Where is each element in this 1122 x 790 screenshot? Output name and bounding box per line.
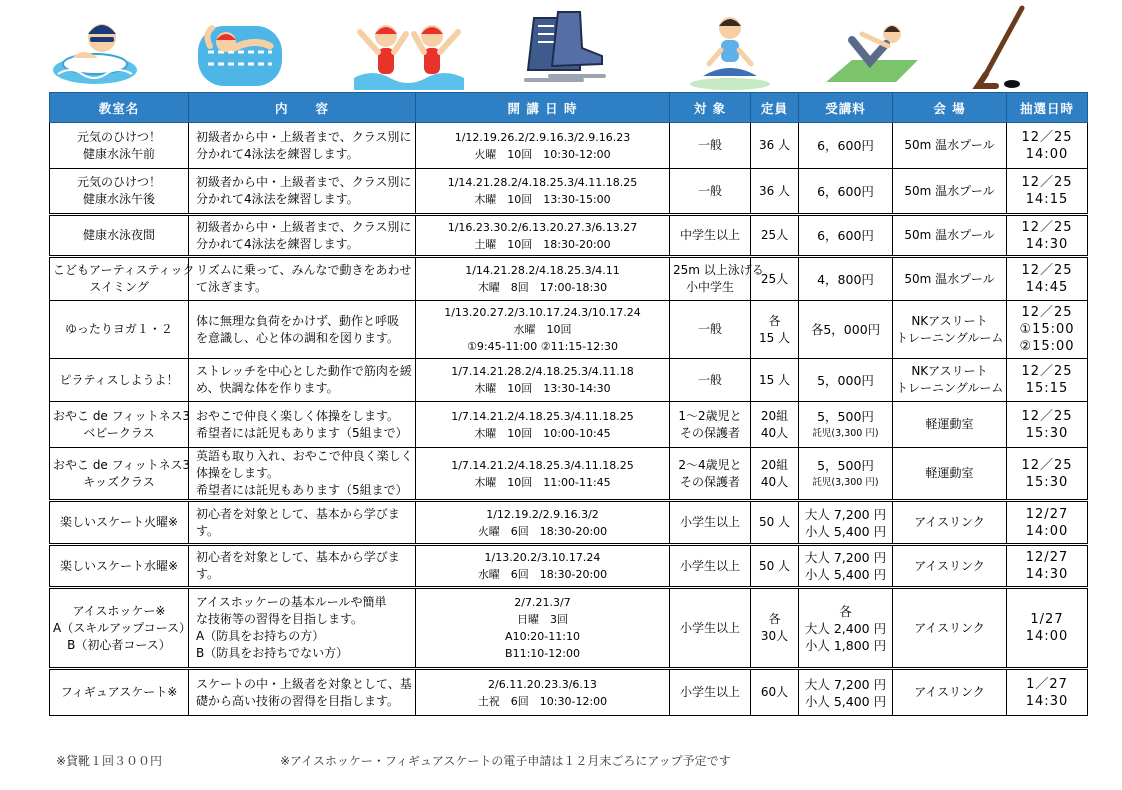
- target-text: その保護者: [679, 425, 740, 440]
- cell-lottery: [1007, 215, 1088, 257]
- fee-text: 各5，000円: [810, 322, 881, 337]
- schedule-text: 1/14.21.28.2/4.18.25.3/4.11: [465, 264, 620, 277]
- target-text: 一般: [697, 322, 722, 336]
- name-text: ゆったりヨガ１・２: [65, 322, 173, 336]
- name-text: 楽しいスケート水曜※: [59, 558, 179, 573]
- name-text: ベビークラス: [83, 425, 155, 440]
- fee-text: 託児(3,300 円): [812, 427, 879, 439]
- cell-content: [189, 448, 416, 501]
- schedule-text: 2/6.11.20.23.3/6.13: [488, 677, 597, 691]
- venue-text: アイスリンク: [914, 685, 985, 699]
- cell-target: [670, 257, 764, 301]
- schedule-text: 木曜 10回 13:30-15:00: [474, 193, 611, 206]
- fee-text: 小人 5,400 円: [804, 567, 887, 582]
- cell-schedule: [416, 301, 670, 359]
- cell-fee: [799, 588, 893, 669]
- fee-text: 小人 5,400 円: [804, 523, 887, 539]
- activity-illustrations: [0, 0, 1122, 92]
- cell-schedule: [416, 215, 670, 257]
- schedule-text: 1/14.21.28.2/4.18.25.3/4.11.18.25: [447, 176, 638, 189]
- cell-content: [189, 359, 416, 402]
- fee-text: 託児(3,300 円): [812, 476, 879, 488]
- capacity-text: 50 人: [758, 515, 791, 529]
- lottery-text: 14:30: [1025, 693, 1069, 709]
- ice-skates-icon: [520, 4, 610, 90]
- capacity-text: 50 人: [758, 558, 791, 573]
- cell-content: [189, 402, 416, 448]
- cell-lottery: [1007, 301, 1088, 359]
- fee-text: 6，600円: [817, 183, 874, 199]
- cell-lottery: [1007, 123, 1088, 169]
- schedule-text: 1/13.20.27.2/3.10.17.24.3/10.17.24: [444, 306, 641, 319]
- cell-lottery: [1007, 359, 1088, 402]
- venue-text: トレーニングルーム: [896, 330, 1004, 345]
- table-row: [50, 123, 1088, 169]
- content-text: B（防具をお持ちでない方）: [196, 646, 349, 660]
- content-text: な技術等の習得を目指します。: [196, 612, 364, 626]
- venue-text: 軽運動室: [925, 417, 974, 431]
- cell-venue: [893, 169, 1007, 215]
- yoga-icon: [685, 4, 775, 90]
- fee-text: 6，600円: [817, 228, 874, 243]
- venue-text: 50m 温水プール: [904, 183, 995, 198]
- schedule-text: 2/7.21.3/7: [514, 596, 571, 609]
- cell-schedule: [416, 359, 670, 402]
- fee-text: 小人 1,800 円: [804, 637, 887, 653]
- header-schedule: 開 講 日 時: [416, 93, 670, 123]
- lottery-text: 12／25: [1021, 263, 1073, 278]
- cell-capacity: [751, 359, 799, 402]
- lottery-text: 1/27: [1030, 612, 1064, 627]
- schedule-text: 1/7.14.21.2/4.18.25.3/4.11.18.25: [451, 409, 634, 423]
- cell-content: [189, 215, 416, 257]
- venue-text: 50m 温水プール: [904, 271, 995, 286]
- fee-text: 各: [839, 603, 852, 619]
- content-text: ストレッチを中心とした動作で筋肉を緩: [196, 364, 412, 378]
- cell-content: [189, 301, 416, 359]
- cell-venue: [893, 402, 1007, 448]
- cell-fee: [799, 402, 893, 448]
- cell-capacity: [751, 501, 799, 545]
- cell-schedule: [416, 257, 670, 301]
- content-text: 分かれて4泳法を練習します。: [196, 236, 359, 251]
- cell-capacity: [751, 402, 799, 448]
- lottery-text: 15:15: [1025, 381, 1069, 396]
- cell-name: [50, 215, 189, 257]
- schedule-text: 木曜 8回 17:00-18:30: [477, 281, 608, 294]
- content-text: を意識し、心と体の調和を図ります。: [196, 330, 400, 345]
- capacity-text: 15 人: [758, 372, 791, 387]
- cell-content: [189, 545, 416, 588]
- header-venue: 会 場: [893, 93, 1007, 123]
- table-row: [50, 169, 1088, 215]
- cell-fee: [799, 301, 893, 359]
- venue-text: 50m 温水プール: [904, 228, 995, 242]
- table-row: [50, 448, 1088, 501]
- fee-text: 5，500円: [817, 408, 874, 424]
- cell-fee: [799, 448, 893, 501]
- cell-venue: [893, 588, 1007, 669]
- capacity-text: 15 人: [758, 330, 791, 345]
- cell-name: [50, 402, 189, 448]
- table-row: [50, 545, 1088, 588]
- header-lottery: 抽選日時: [1007, 93, 1088, 123]
- lottery-text: 12／25: [1021, 129, 1073, 145]
- fee-text: 4，800円: [817, 271, 874, 287]
- target-text: 小学生以上: [679, 620, 740, 635]
- cell-target: [670, 448, 751, 501]
- schedule-text: 1/7.14.21.2/4.18.25.3/4.11.18.25: [451, 458, 634, 472]
- name-text: 健康水泳夜間: [82, 228, 155, 242]
- table-row: [50, 301, 1088, 359]
- table-row: [50, 257, 1088, 301]
- cell-target: [670, 169, 751, 215]
- cell-venue: [893, 669, 1007, 716]
- schedule-text: 火曜 6回 18:30-20:00: [477, 524, 608, 538]
- lottery-text: 15:30: [1025, 474, 1069, 490]
- cell-capacity: [751, 448, 799, 501]
- fee-text: 5，500円: [817, 457, 874, 473]
- lottery-text: ①15:00: [1019, 322, 1075, 337]
- cell-schedule: [416, 588, 670, 669]
- table-header-row: [50, 93, 1088, 123]
- venue-text: 50m 温水プール: [904, 138, 995, 152]
- cell-capacity: [751, 588, 799, 669]
- content-text: て泳ぎます。: [196, 280, 268, 294]
- content-text: リズムに乗って、みんなで動きをあわせ: [196, 263, 412, 277]
- cell-name: [50, 169, 189, 215]
- capacity-text: 36 人: [758, 138, 791, 152]
- lottery-text: 12／25: [1021, 408, 1073, 424]
- schedule-text: 木曜 10回 13:30-14:30: [474, 382, 611, 395]
- cell-schedule: [416, 669, 670, 716]
- footnote-shoe-rental: ※貸靴１回３００円: [56, 754, 163, 768]
- schedule-text: 火曜 10回 10:30-12:00: [474, 147, 611, 161]
- content-text: 英語も取り入れ、おやこで仲良く楽しく: [196, 449, 413, 463]
- name-text: B（初心者コース）: [67, 637, 171, 652]
- cell-name: [50, 301, 189, 359]
- name-text: A（スキルアップコース）: [53, 620, 192, 635]
- capacity-text: 25人: [760, 228, 789, 242]
- cell-name: [50, 669, 189, 716]
- cell-content: [189, 257, 416, 301]
- target-text: 1～2歳児と: [678, 408, 742, 423]
- cell-content: [189, 123, 416, 169]
- cell-capacity: [751, 301, 799, 359]
- capacity-text: 20組: [760, 408, 789, 423]
- fee-text: 小人 5,400 円: [804, 693, 887, 709]
- cell-fee: [799, 169, 893, 215]
- lottery-text: 14:00: [1025, 146, 1069, 162]
- cell-lottery: [1007, 448, 1088, 501]
- schedule-text: 土曜 10回 18:30-20:00: [474, 237, 611, 251]
- cell-target: [670, 501, 751, 545]
- table-row: [50, 402, 1088, 448]
- venue-text: アイスリンク: [914, 558, 985, 573]
- header-content: 内 容: [189, 93, 416, 123]
- name-text: 健康水泳午後: [82, 192, 155, 206]
- target-text: 小学生以上: [679, 515, 740, 529]
- cell-capacity: [751, 545, 799, 588]
- cell-fee: [799, 359, 893, 402]
- cell-target: [670, 215, 751, 257]
- cell-capacity: [751, 123, 799, 169]
- lottery-text: 14:45: [1025, 280, 1069, 295]
- cell-capacity: [751, 669, 799, 716]
- name-text: フィギュアスケート※: [60, 685, 178, 699]
- cell-target: [670, 669, 751, 716]
- cell-name: [50, 588, 192, 669]
- venue-text: 軽運動室: [925, 466, 974, 480]
- content-text: 体に無理な負荷をかけず、動作と呼吸: [196, 313, 400, 328]
- cell-target: [670, 301, 751, 359]
- content-text: アイスホッケーの基本ルールや簡単: [196, 595, 387, 609]
- swimming-lesson-icon: [190, 4, 290, 90]
- target-text: 小学生以上: [679, 558, 740, 573]
- cell-lottery: [1007, 588, 1088, 669]
- table-row: [50, 501, 1088, 545]
- schedule-text: 木曜 10回 10:00-10:45: [474, 426, 611, 440]
- cell-lottery: [1007, 545, 1088, 588]
- fee-text: 大人 7,200 円: [804, 676, 887, 692]
- cell-name: [50, 359, 189, 402]
- cell-target: [670, 545, 751, 588]
- content-text: スケートの中・上級者を対象として、基: [196, 676, 412, 691]
- cell-schedule: [416, 448, 670, 501]
- cell-lottery: [1007, 402, 1088, 448]
- content-text: 分かれて4泳法を練習します。: [196, 146, 359, 161]
- content-text: す。: [196, 523, 220, 538]
- schedule-text: B11:10-12:00: [505, 647, 580, 660]
- header-target: 対 象: [670, 93, 751, 123]
- lottery-text: 12／25: [1021, 364, 1073, 379]
- capacity-text: 30人: [760, 629, 789, 643]
- cell-schedule: [416, 402, 670, 448]
- target-text: 一般: [697, 372, 722, 387]
- target-text: その保護者: [679, 474, 740, 489]
- cell-fee: [799, 123, 893, 169]
- fee-text: 5，000円: [817, 372, 874, 388]
- name-text: アイスホッケー※: [72, 603, 166, 618]
- lottery-text: 14:30: [1025, 567, 1069, 582]
- cell-content: [189, 588, 416, 669]
- lottery-text: 12／25: [1021, 219, 1073, 235]
- cell-name: [50, 501, 189, 545]
- cell-schedule: [416, 169, 670, 215]
- target-text: 2～4歳児と: [678, 457, 742, 472]
- schedule-text: 1/12.19.2/2.9.16.3/2: [486, 507, 599, 521]
- artistic-swimmers-icon: [352, 4, 467, 90]
- schedule-text: 1/13.20.2/3.10.17.24: [484, 551, 601, 564]
- hockey-stick-icon: [972, 4, 1032, 90]
- lottery-text: 12／25: [1021, 175, 1073, 190]
- name-text: キッズクラス: [83, 474, 155, 489]
- cell-venue: [893, 301, 1007, 359]
- content-text: 分かれて4泳法を練習します。: [196, 192, 359, 206]
- name-text: 楽しいスケート火曜※: [59, 515, 179, 529]
- cell-venue: [893, 359, 1007, 402]
- cell-name: [50, 545, 189, 588]
- name-text: おやこ de フィットネス3: [53, 408, 191, 423]
- lottery-text: 14:00: [1025, 629, 1069, 644]
- content-text: め、快調な体を作ります。: [196, 381, 339, 395]
- table-row: [50, 669, 1088, 716]
- swimmer-icon: [50, 4, 140, 90]
- cell-venue: [893, 448, 1007, 501]
- target-text: 中学生以上: [679, 228, 740, 242]
- content-text: 希望者には託児もあります（5組まで）: [196, 483, 408, 497]
- cell-fee: [799, 257, 893, 301]
- capacity-text: 60人: [760, 685, 789, 699]
- target-text: 一般: [697, 138, 722, 152]
- schedule-text: 水曜 10回: [513, 323, 572, 336]
- class-schedule-table: [49, 92, 1088, 716]
- content-text: 初級者から中・上級者まで、クラス別に: [196, 129, 412, 144]
- target-text: 小学生以上: [679, 685, 740, 699]
- cell-fee: [799, 545, 893, 588]
- footnote-online-application: ※アイスホッケー・フィギュアスケートの電子申請は１２月末ごろにアップ予定です: [280, 754, 731, 768]
- cell-target: [670, 588, 751, 669]
- content-text: 体操をします。: [196, 466, 280, 480]
- cell-name: [50, 257, 195, 301]
- lottery-text: 15:30: [1025, 425, 1069, 441]
- lottery-text: 14:30: [1025, 236, 1069, 252]
- cell-target: [670, 359, 751, 402]
- schedule-text: 木曜 10回 11:00-11:45: [474, 475, 611, 489]
- capacity-text: 各: [768, 313, 781, 328]
- cell-venue: [893, 257, 1007, 301]
- venue-text: アイスリンク: [914, 620, 985, 635]
- capacity-text: 40人: [760, 425, 789, 440]
- cell-lottery: [1007, 501, 1088, 545]
- name-text: おやこ de フィットネス3: [53, 457, 191, 472]
- cell-schedule: [416, 501, 670, 545]
- schedule-text: 1/12.19.26.2/2.9.16.3/2.9.16.23: [454, 130, 631, 144]
- cell-schedule: [416, 123, 670, 169]
- lottery-text: 14:00: [1025, 523, 1069, 539]
- table-row: [50, 215, 1088, 257]
- content-text: す。: [196, 567, 220, 581]
- cell-lottery: [1007, 669, 1088, 716]
- capacity-text: 各: [768, 612, 781, 626]
- name-text: こどもアーティスティック: [53, 263, 195, 277]
- cell-fee: [799, 215, 893, 257]
- fee-text: 大人 2,400 円: [804, 620, 887, 636]
- content-text: 礎から高い技術の習得を目指します。: [196, 693, 400, 708]
- schedule-text: 土祝 6回 10:30-12:00: [477, 694, 608, 708]
- cell-name: [50, 123, 189, 169]
- cell-name: [50, 448, 189, 501]
- lottery-text: 1／27: [1026, 676, 1068, 692]
- fee-text: 大人 7,200 円: [804, 550, 887, 565]
- name-text: スイミング: [89, 280, 149, 294]
- cell-capacity: [751, 215, 799, 257]
- cell-target: [670, 402, 751, 448]
- schedule-text: 日曜 3回: [517, 613, 568, 626]
- capacity-text: 36 人: [758, 183, 791, 198]
- schedule-text: 1/16.23.30.2/6.13.20.27.3/6.13.27: [447, 220, 638, 234]
- venue-text: アイスリンク: [914, 515, 985, 529]
- header-class-name: 教室名: [50, 93, 189, 123]
- header-capacity: 定員: [751, 93, 799, 123]
- name-text: ピラティスしようよ！: [59, 372, 179, 387]
- fee-text: 大人 7,200 円: [804, 506, 887, 522]
- schedule-text: 水曜 6回 18:30-20:00: [477, 568, 608, 581]
- cell-schedule: [416, 545, 670, 588]
- lottery-text: 12/27: [1025, 550, 1069, 565]
- venue-text: トレーニングルーム: [896, 381, 1004, 395]
- venue-text: NKアスリート: [911, 313, 988, 328]
- content-text: 初級者から中・上級者まで、クラス別に: [196, 219, 412, 234]
- cell-content: [189, 669, 416, 716]
- table-row: [50, 588, 1088, 669]
- content-text: 希望者には託児もあります（5組まで）: [196, 425, 408, 440]
- cell-venue: [893, 501, 1007, 545]
- lottery-text: 12／25: [1021, 305, 1073, 320]
- header-fee: 受講料: [799, 93, 893, 123]
- target-text: 25m 以上泳げる: [673, 263, 764, 277]
- name-text: 健康水泳午前: [82, 146, 155, 161]
- content-text: A（防具をお持ちの方）: [196, 629, 325, 643]
- content-text: 初心者を対象として、基本から学びま: [196, 506, 400, 521]
- cell-content: [189, 501, 416, 545]
- cell-lottery: [1007, 257, 1088, 301]
- capacity-text: 40人: [760, 474, 789, 489]
- lottery-text: 12/27: [1025, 506, 1069, 522]
- schedule-text: 1/7.14.21.28.2/4.18.25.3/4.11.18: [451, 365, 634, 378]
- content-text: おやこで仲良く楽しく体操をします。: [196, 408, 400, 423]
- lottery-text: ②15:00: [1019, 339, 1075, 354]
- capacity-text: 25人: [760, 271, 789, 286]
- table-row: [50, 359, 1088, 402]
- fee-text: 6，600円: [817, 138, 874, 153]
- lottery-text: 14:15: [1025, 192, 1069, 207]
- cell-fee: [799, 669, 893, 716]
- venue-text: NKアスリート: [911, 364, 988, 378]
- target-text: 小中学生: [685, 280, 734, 294]
- lottery-text: 12／25: [1021, 457, 1073, 473]
- cell-venue: [893, 545, 1007, 588]
- schedule-text: A10:20-11:10: [505, 630, 580, 643]
- capacity-text: 20組: [760, 457, 789, 472]
- cell-venue: [893, 215, 1007, 257]
- name-text: 元気のひけつ！: [76, 129, 161, 144]
- target-text: 一般: [697, 183, 722, 198]
- cell-content: [189, 169, 416, 215]
- name-text: 元気のひけつ！: [76, 175, 161, 189]
- cell-capacity: [751, 169, 799, 215]
- pilates-icon: [822, 4, 922, 90]
- cell-lottery: [1007, 169, 1088, 215]
- cell-fee: [799, 501, 893, 545]
- content-text: 初級者から中・上級者まで、クラス別に: [196, 175, 412, 189]
- schedule-text: ①9:45-11:00 ②11:15-12:30: [467, 340, 618, 353]
- cell-venue: [893, 123, 1007, 169]
- cell-target: [670, 123, 751, 169]
- content-text: 初心者を対象として、基本から学びま: [196, 550, 400, 564]
